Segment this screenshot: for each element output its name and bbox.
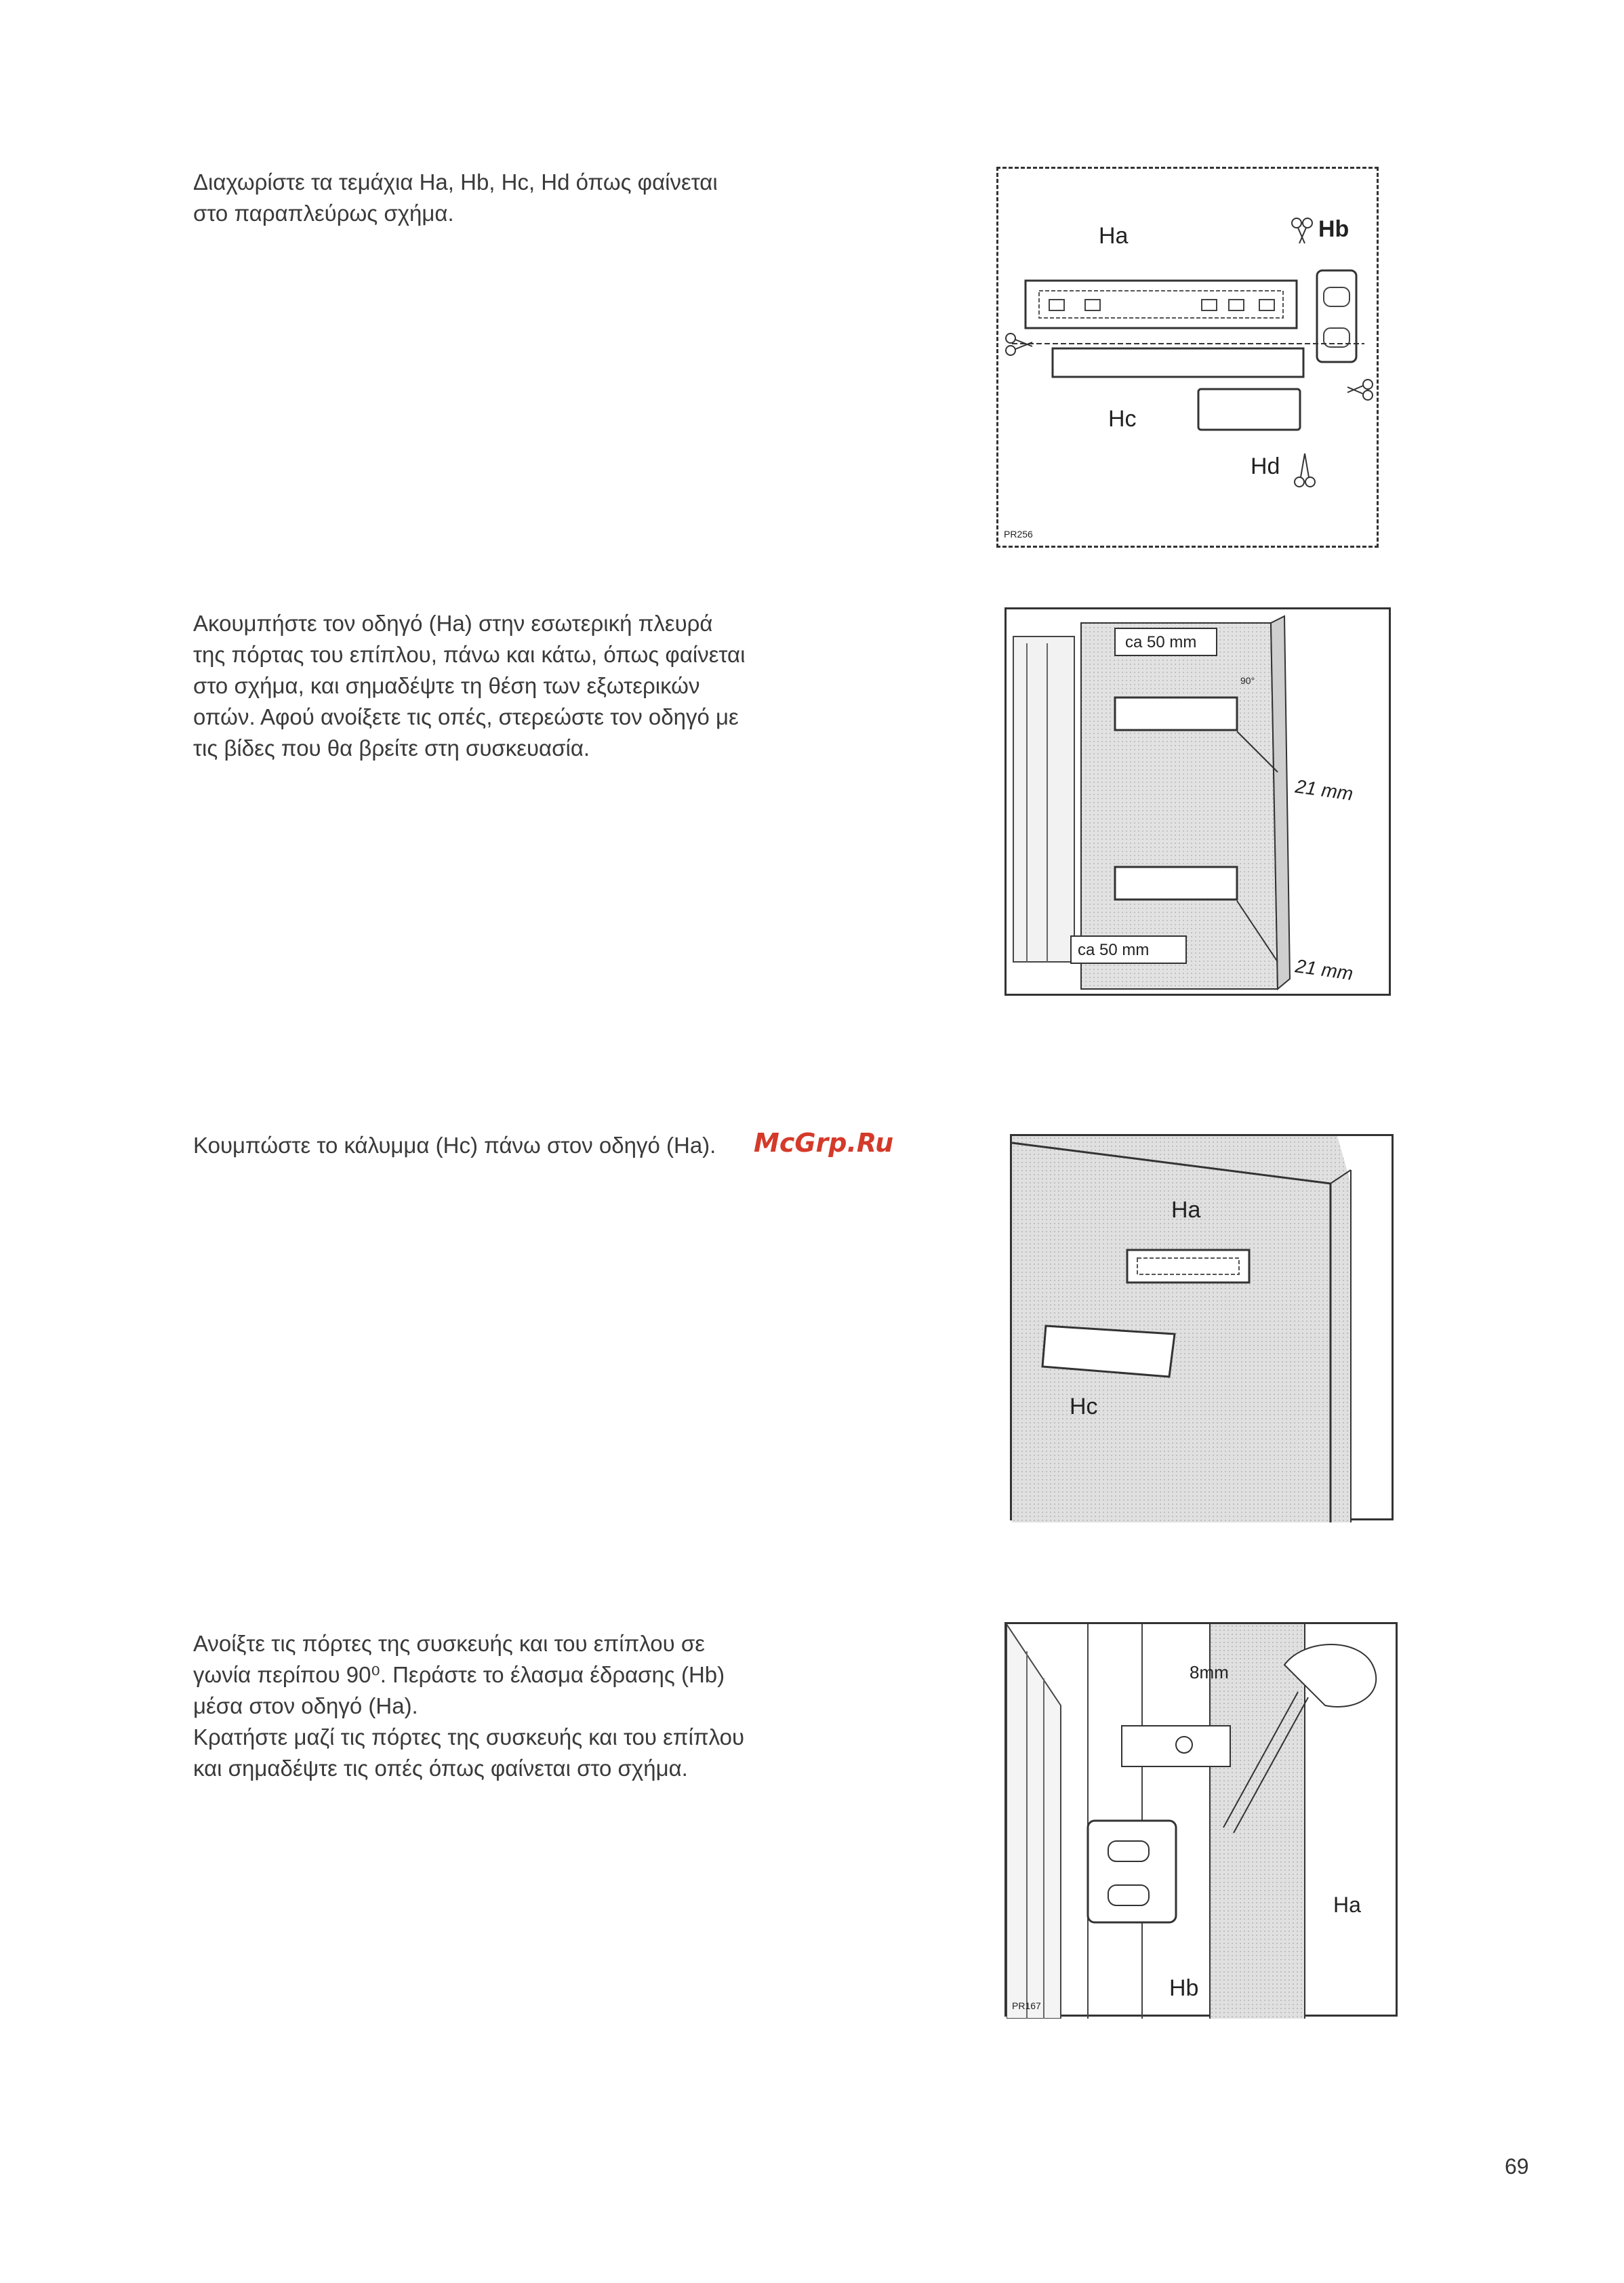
instruction-1-line-1: Διαχωρίστε τα τεμάχια Ha, Hb, Hc, Hd όπως φαίνεται [193, 169, 718, 195]
instruction-4-line-1: Ανοίξτε τις πόρτες της συσκευής και του επίπλου σε [193, 1631, 705, 1656]
instruction-1-line-2: στο παραπλεύρως σχήμα. [193, 201, 454, 226]
label-hb: Hb [1318, 216, 1349, 242]
figure-3-drawing [1012, 1136, 1396, 1522]
scissors-icon-bottom [1295, 453, 1315, 487]
dim-right-bottom-label: 21 mm [1294, 955, 1355, 984]
guide-ha [1127, 1250, 1249, 1282]
scissors-icon-left [1006, 334, 1032, 355]
scissors-icon-top [1292, 218, 1312, 243]
dim-bottom-label: ca 50 mm [1078, 941, 1150, 959]
instruction-4 [193, 1628, 744, 1784]
figure-separate-parts [996, 167, 1379, 548]
instruction-4-line-3: μέσα στον οδηγό (Ha). [193, 1693, 418, 1718]
instruction-2-line-1: Ακουμπήστε τον οδηγό (Ha) στην εσωτερική πλευρά [193, 611, 713, 636]
figure-mount-guide [1004, 607, 1391, 996]
label-ha: Ha [1171, 1197, 1201, 1223]
page-number: 69 [1505, 2154, 1529, 2179]
part-hc-cover [1053, 348, 1303, 377]
figure-insert-bracket [1004, 1622, 1398, 2017]
guide-ha-bottom [1115, 867, 1237, 900]
scissors-icon-right [1347, 380, 1373, 400]
instruction-4-line-4: Κρατήστε μαζί τις πόρτες της συσκευής και του επίπλου [193, 1724, 745, 1750]
watermark: McGrp.Ru [754, 1128, 894, 1158]
dim-top-label: ca 50 mm [1125, 633, 1197, 651]
label-ha: Ha [1333, 1893, 1361, 1917]
instruction-3 [193, 1130, 716, 1161]
figure-cover-guide [1010, 1134, 1394, 1520]
instruction-3-line-1: Κουμπώστε το κάλυμμα (Hc) πάνω στον οδηγό (Ha). [193, 1133, 716, 1158]
guide-ha-top [1115, 698, 1237, 730]
label-ha: Ha [1099, 223, 1129, 249]
cover-hc [1042, 1326, 1175, 1377]
instruction-2 [193, 608, 745, 764]
part-hb-bracket [1317, 270, 1356, 362]
bracket-hb [1088, 1821, 1176, 1922]
label-hb: Hb [1169, 1975, 1199, 2001]
instruction-2-line-4: οπών. Αφού ανοίξετε τις οπές, στερεώστε τον οδηγό με [193, 704, 739, 729]
instruction-2-line-3: στο σχήμα, και σημαδέψτε τη θέση των εξωτερικών [193, 673, 700, 698]
label-hc: Hc [1070, 1394, 1098, 1419]
instruction-4-line-2: γωνία περίπου 90⁰. Περάστε το έλασμα έδρασης (Hb) [193, 1662, 725, 1687]
figure-4-drawing [1007, 1624, 1400, 2019]
dim-right-top-label: 21 mm [1294, 775, 1355, 805]
figure-code: PR256 [1004, 529, 1033, 540]
dim-label: 8mm [1190, 1662, 1229, 1682]
instruction-4-line-5: και σημαδέψτε τις οπές όπως φαίνεται στο σχήμα. [193, 1756, 688, 1781]
instruction-1 [193, 167, 718, 229]
figure-2-drawing [1007, 609, 1393, 998]
instruction-2-line-5: τις βίδες που θα βρείτε στη συσκευασία. [193, 735, 590, 761]
part-ha-strip [1026, 281, 1297, 328]
label-hd: Hd [1251, 453, 1280, 479]
figure-1-drawing [998, 169, 1381, 550]
angle-label: 90° [1240, 675, 1255, 686]
figure-code: PR167 [1012, 2000, 1041, 2011]
part-hd-piece [1198, 389, 1300, 430]
label-hc: Hc [1108, 406, 1137, 432]
instruction-2-line-2: της πόρτας του επίπλου, πάνω και κάτω, όπως φαίνεται [193, 642, 746, 667]
